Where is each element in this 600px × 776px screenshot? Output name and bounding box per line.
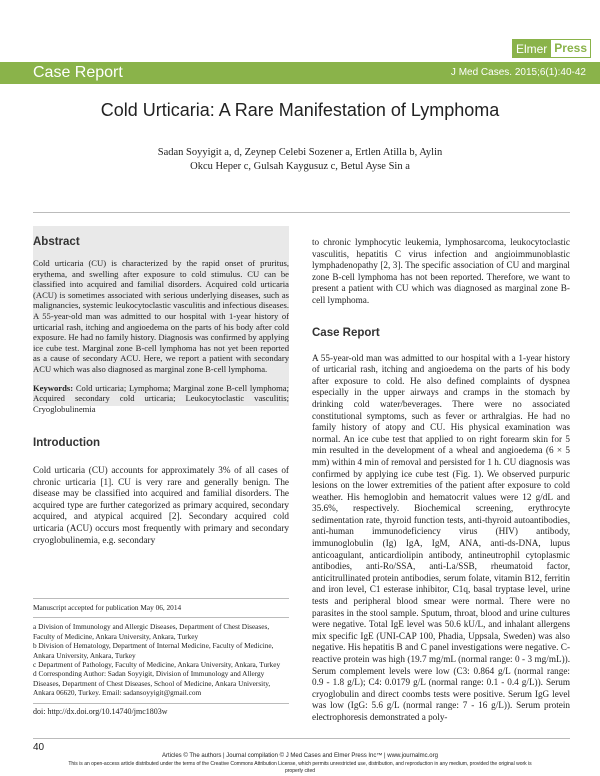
case-report-text: A 55-year-old man was admitted to our hospital with a 1-year history of urticarial rash, itching and angioedema on the parts of his body after exposure to cold. He also defined complaints of dyspnea especially in the upper airways and cramps in the stomach by drinking cold water/beverages. There were no associated constitutional symptoms, such as fever or arthralgias. He had no family history of atopy and CU. His physical examination was normal. An ice cube test that applied to on right forearm skin for 5 min resulted in the development of a wheal and angioedema (6 × 5 mm) within 4 min of removal and persisted for 1 h. CU diagnosis was confirmed by applying ice cube test (Fig. 1). We observed purpuric lesions on the lower extremities of the patient after exposure to cold weather. His hemoglobin and hematocrit values were 12 g/dL and 35.6%, respectively. Biochemical screening, erythrocyte sedimentation rate, thyroid function tests, anti-thyroid autoantibodies, anti-human immunodeficiency virus (HIV) antibody, immunoglobulin (Ig) IgA, IgM, ANA, anti-ds-DNA, lupus anticoagulant, anticardiolipin antibody, antineutrophil cytoplasmic antibodies, anti-Ro/SSA, anti-La/SSB, rheumatoid factor, anticitrullinated protein antibodies, serum folate, vitamin B12, ferritin and iron level, C1 esterase inhibitor, C1q, basal tryptase level, urine tests and peripheral blood smear were normal. There were no parasites in the stool sample. Sputum, throat, blood and urine cultures were negative. Total IgE level was 50.6 kU/L, and inhalant allergens mix specific IgE (UNI-CAP 100, Phadia, Uppsala, Sweden) was also negative. His hepatitis B and C panel investigations were negative. C-reactive protein was high (19.7 mg/mL (normal range: 0 - 3 mg/mL)). Serum complement levels were low (C3: 0.864 g/L (normal range: 0.9 - 1.8 g/L); C4: 0.0179 g/L (normal range: 0.1 - 0.4 g/L)). Serum cryoglobulin and direct coombs tests were positive. Serum IgG level was low (IgG: 5.6 g/L (normal range: 7 - 16 g/L)). Serum protein electrophoresis demonstrated a poly- xyxy=(312,352,570,722)
article-type: Case Report xyxy=(33,64,123,81)
publisher-logo xyxy=(512,39,591,58)
keywords-label: Keywords: xyxy=(33,382,74,393)
footer-copyright: Articles © The authors | Journal compilation © J Med Cases and Elmer Press Inc™ | www.journalmc.org xyxy=(162,753,438,759)
case-report-heading: Case Report xyxy=(312,326,380,339)
accepted-date: Manuscript accepted for publication May 06, 2014 xyxy=(33,603,182,612)
doi-link[interactable]: doi: http://dx.doi.org/10.14740/jmc1803w xyxy=(33,706,168,716)
affiliation-c: c Department of Pathology, Faculty of Medicine, Ankara University, Ankara, Turkey xyxy=(33,660,281,670)
logo-part-2: Press xyxy=(550,39,591,58)
introduction-text: Cold urticaria (CU) accounts for approximately 3% of all cases of chronic urticaria [1]. CU is very rare and generally benign. The disease may be classified into acquired and familial disorders. The acquired type are further categorized as primary acquired, secondary acquired, and atypical acquired [2]. Secondary acquired cold urticaria (ACU) occurs most frequently with primary and secondary cryoglobulinemia, e.g. secondary xyxy=(33,465,289,545)
front-matter-rule-3 xyxy=(33,703,289,704)
footer-rule xyxy=(33,738,570,739)
divider xyxy=(33,212,570,213)
page-number: 40 xyxy=(33,742,45,753)
abstract-heading: Abstract xyxy=(33,236,80,248)
author-list: Sadan Soyyigit a, d, Zeynep Celebi Sozener a, Ertlen Atilla b, Aylin Okcu Heper c, Gulsah Kaygusuz c, Betul Ayse Sin a xyxy=(157,147,443,172)
keywords-text: Cold urticaria; Lymphoma; Marginal zone B-cell lymphoma; Acquired secondary cold urticaria; Leukocytoclastic vasculitis; Cryoglobulinemia xyxy=(33,382,289,414)
keywords xyxy=(33,383,289,415)
abstract-text: Cold urticaria (CU) is characterized by the rapid onset of pruritus, erythema, and swelling after exposure to cold stimulus. CU can be classified into acquired and familial disorders. Acquired cold urticaria (ACU) is sometimes associated with serious underlying diseases, such as malignancies, systemic leukocytoclastic vasculitis and infectious diseases. A 55-year-old man was admitted to our hospital with 1-year history of urticarial rash, itching and angioedema on the parts of his body after cold exposure. He had no family history. Diagnosis was confirmed by applying ice cube test. Marginal zone B-cell lymphoma has not yet been reported as a cause of secondary ACU. Here, we report a patient with secondary ACU which was also diagnosed as marginal zone B-cell lymphoma. xyxy=(33,258,289,374)
introduction-section xyxy=(33,437,289,546)
logo-part-1: Elmer xyxy=(512,39,550,58)
right-column xyxy=(312,237,570,724)
article-title: Cold Urticaria: A Rare Manifestation of Lymphoma xyxy=(100,100,500,120)
abstract-section xyxy=(33,236,289,414)
journal-citation: J Med Cases. 2015;6(1):40-42 xyxy=(450,67,586,78)
introduction-heading: Introduction xyxy=(33,437,101,449)
front-matter xyxy=(33,598,289,716)
affiliation-d: d Corresponding Author: Sadan Soyyigit, Division of Immunology and Allergy Diseases, Department of Chest Diseases, School of Medicine, Ankara University, Ankara 06620, Turkey. Email: sadansoyyigit@gmail.com xyxy=(33,669,271,698)
article-type-banner xyxy=(0,62,600,84)
footer-license: This is an open-access article distributed under the terms of the Creative Commons Attribution License, which permits unrestricted use, distribution, and reproduction in any medium, provided the original work is properly cited xyxy=(68,761,532,774)
front-matter-rule xyxy=(33,598,289,599)
front-matter-rule-2 xyxy=(33,617,289,618)
affiliation-a: a Division of Immunology and Allergic Diseases, Department of Chest Diseases, Faculty of Medicine, Ankara University, Ankara, Turkey xyxy=(33,622,270,641)
affiliation-b: b Division of Hematology, Department of Internal Medicine, Faculty of Medicine, Ankara University, Ankara, Turkey xyxy=(33,641,274,660)
intro-continued: to chronic lymphocytic leukemia, lymphosarcoma, leukocytoclastic vasculitis, hepatitis C virus infection and angioimmunoblastic lymphadenopathy [2, 3]. The specific association of CU and marginal zone B-cell lymphoma has not been reported. Therefore, we want to present a patient with CU which was diagnosed as marginal zone B-cell lymphoma. xyxy=(312,237,570,305)
